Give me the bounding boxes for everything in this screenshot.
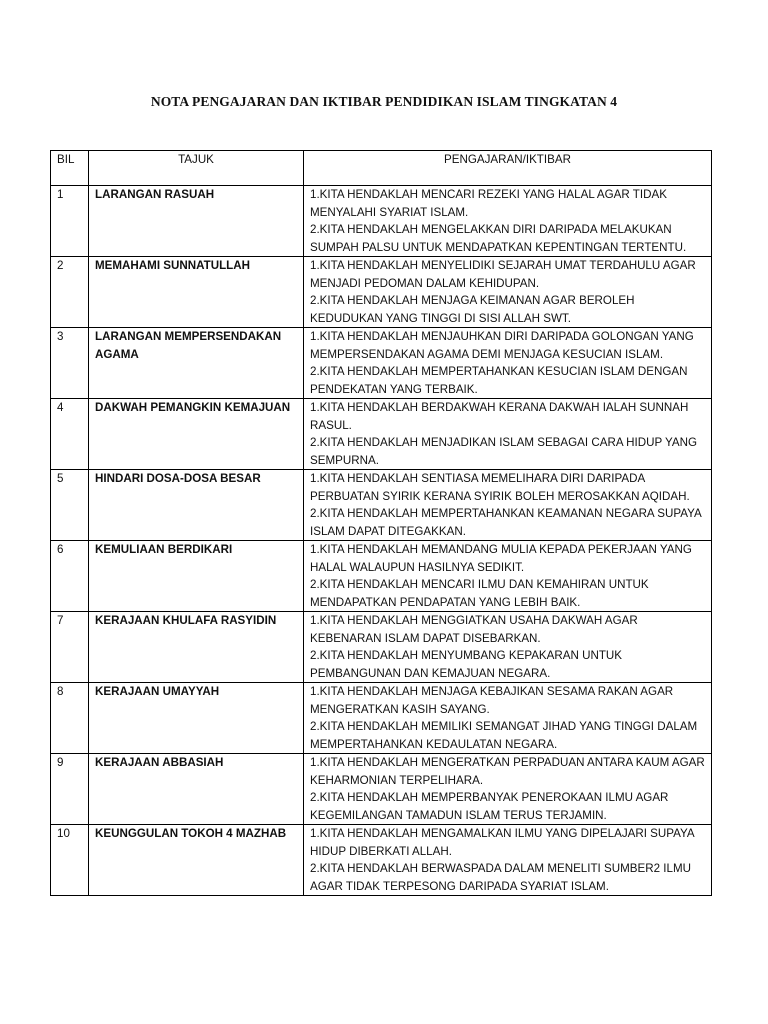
lesson-item: 1.KITA HENDAKLAH MENJAUHKAN DIRI DARIPADA GOLONGAN YANG MEMPERSENDAKAN AGAMA DEMI MENJAGA KESUCIAN ISLAM. [310,330,694,361]
row-number: 2 [51,257,89,328]
row-topic: KERAJAAN ABBASIAH [89,754,304,825]
lesson-item: 1.KITA HENDAKLAH MENGAMALKAN ILMU YANG DIPELAJARI SUPAYA HIDUP DIBERKATI ALLAH. [310,827,694,858]
row-lessons [304,683,712,754]
row-lessons [304,612,712,683]
row-number: 9 [51,754,89,825]
row-lessons [304,328,712,399]
header-tajuk: TAJUK [89,151,304,186]
lesson-item: 1.KITA HENDAKLAH MEMANDANG MULIA KEPADA PEKERJAAN YANG HALAL WALAUPUN HASILNYA SEDIKIT. [310,543,692,574]
row-topic: LARANGAN MEMPERSENDAKAN AGAMA [89,328,304,399]
row-number: 5 [51,470,89,541]
row-number: 4 [51,399,89,470]
lesson-item: 2.KITA HENDAKLAH MENJADIKAN ISLAM SEBAGAI CARA HIDUP YANG SEMPURNA. [310,436,697,467]
row-lessons [304,257,712,328]
lesson-item: 2.KITA HENDAKLAH MEMPERBANYAK PENEROKAAN ILMU AGAR KEGEMILANGAN TAMADUN ISLAM TERUS TERJAMIN. [310,791,669,822]
lesson-item: 1.KITA HENDAKLAH BERDAKWAH KERANA DAKWAH IALAH SUNNAH RASUL. [310,401,689,432]
lesson-item: 1.KITA HENDAKLAH MENGGIATKAN USAHA DAKWAH AGAR KEBENARAN ISLAM DAPAT DISEBARKAN. [310,614,638,645]
table-body [51,186,712,896]
table-header-row [51,151,712,186]
table-row [51,612,712,683]
row-topic: HINDARI DOSA-DOSA BESAR [89,470,304,541]
table-row [51,328,712,399]
row-topic: KEUNGGULAN TOKOH 4 MAZHAB [89,825,304,896]
row-lessons [304,399,712,470]
lessons-table [50,150,712,896]
row-topic: DAKWAH PEMANGKIN KEMAJUAN [89,399,304,470]
header-pengajaran: PENGAJARAN/IKTIBAR [304,151,712,186]
header-bil: BIL [51,151,89,186]
lesson-item: 1.KITA HENDAKLAH MENGERATKAN PERPADUAN ANTARA KAUM AGAR KEHARMONIAN TERPELIHARA. [310,756,705,787]
lesson-item: 2.KITA HENDAKLAH MEMILIKI SEMANGAT JIHAD YANG TINGGI DALAM MEMPERTAHANKAN KEDAULATAN NEGARA. [310,720,698,751]
table-row [51,825,712,896]
lesson-item: 1.KITA HENDAKLAH MENCARI REZEKI YANG HALAL AGAR TIDAK MENYALAHI SYARIAT ISLAM. [310,188,667,219]
row-number: 8 [51,683,89,754]
row-number: 6 [51,541,89,612]
lesson-item: 1.KITA HENDAKLAH MENYELIDIKI SEJARAH UMAT TERDAHULU AGAR MENJADI PEDOMAN DALAM KEHIDUPAN. [310,259,696,290]
row-lessons [304,470,712,541]
row-topic: MEMAHAMI SUNNATULLAH [89,257,304,328]
lesson-item: 1.KITA HENDAKLAH MENJAGA KEBAJIKAN SESAMA RAKAN AGAR MENGERATKAN KASIH SAYANG. [310,685,674,716]
lesson-item: 2.KITA HENDAKLAH BERWASPADA DALAM MENELITI SUMBER2 ILMU AGAR TIDAK TERPESONG DARIPADA SYARIAT ISLAM. [310,862,691,893]
row-lessons [304,754,712,825]
table-row [51,399,712,470]
table-row [51,470,712,541]
row-lessons [304,186,712,257]
lesson-item: 2.KITA HENDAKLAH MEMPERTAHANKAN KEAMANAN NEGARA SUPAYA ISLAM DAPAT DITEGAKKAN. [310,507,702,538]
row-topic: KEMULIAAN BERDIKARI [89,541,304,612]
lesson-item: 2.KITA HENDAKLAH MENYUMBANG KEPAKARAN UNTUK PEMBANGUNAN DAN KEMAJUAN NEGARA. [310,649,623,680]
page-title: NOTA PENGAJARAN DAN IKTIBAR PENDIDIKAN ISLAM TINGKATAN 4 [150,94,618,109]
row-number: 3 [51,328,89,399]
row-number: 1 [51,186,89,257]
row-lessons [304,541,712,612]
table-row [51,754,712,825]
row-topic: KERAJAAN UMAYYAH [89,683,304,754]
row-number: 10 [51,825,89,896]
row-topic: KERAJAAN KHULAFA RASYIDIN [89,612,304,683]
table-row [51,257,712,328]
lesson-item: 1.KITA HENDAKLAH SENTIASA MEMELIHARA DIRI DARIPADA PERBUATAN SYIRIK KERANA SYIRIK BOLEH MEROSAKKAN AQIDAH. [310,472,690,503]
table-row [51,186,712,257]
row-topic: LARANGAN RASUAH [89,186,304,257]
lesson-item: 2.KITA HENDAKLAH MENJAGA KEIMANAN AGAR BEROLEH KEDUDUKAN YANG TINGGI DI SISI ALLAH SWT. [310,294,635,325]
lesson-item: 2.KITA HENDAKLAH MENGELAKKAN DIRI DARIPADA MELAKUKAN SUMPAH PALSU UNTUK MENDAPATKAN KEPENTINGAN TERTENTU. [310,223,687,254]
lesson-item: 2.KITA HENDAKLAH MENCARI ILMU DAN KEMAHIRAN UNTUK MENDAPATKAN PENDAPATAN YANG LEBIH BAIK. [310,578,649,609]
row-number: 7 [51,612,89,683]
row-lessons [304,825,712,896]
table-row [51,683,712,754]
lesson-item: 2.KITA HENDAKLAH MEMPERTAHANKAN KESUCIAN ISLAM DENGAN PENDEKATAN YANG TERBAIK. [310,365,688,396]
table-row [51,541,712,612]
